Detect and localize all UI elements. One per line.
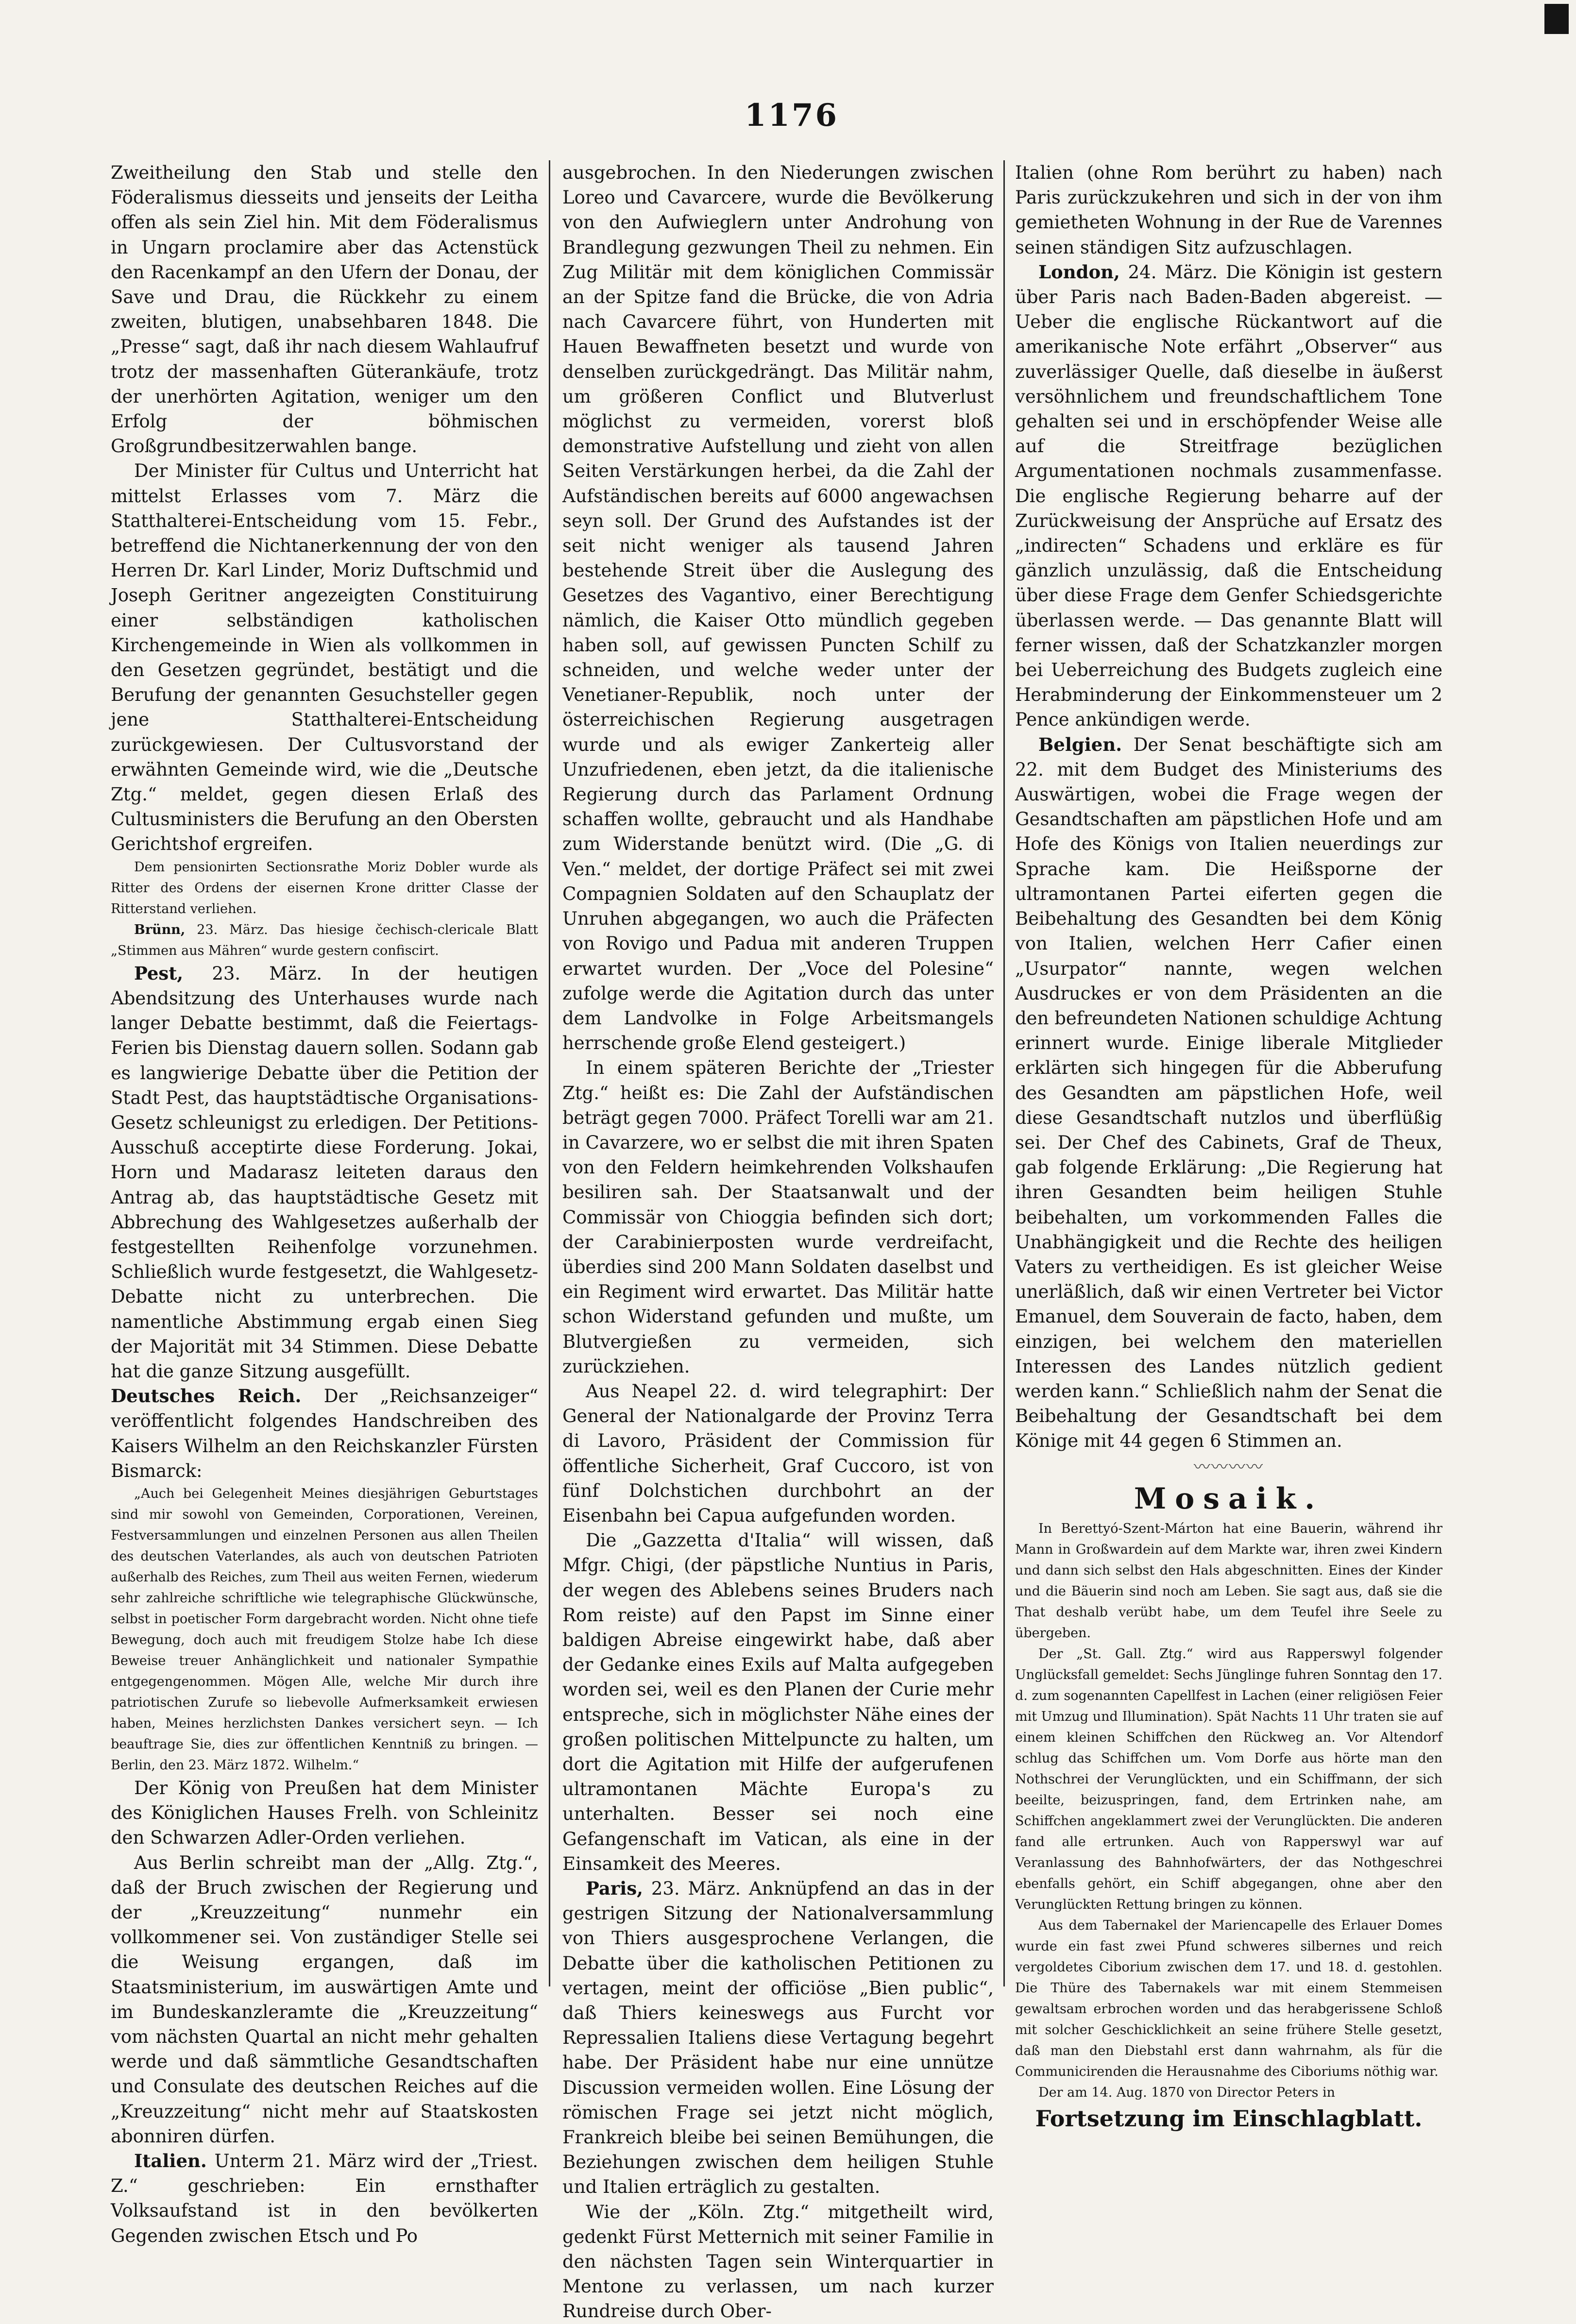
- flourish-divider: 〰〰〰〰: [1194, 1457, 1264, 1477]
- news-item-bruenn: [111, 919, 538, 961]
- column-right: [1015, 160, 1442, 2132]
- mosaik-item: Aus dem Tabernakel der Mariencapelle des Erlauer Domes wurde ein fast zwei Pfund schweres silbernes und reich vergoldetes Ciborium zwischen dem 17. und 18. d. gestohlen. Die Thüre des Tabernakels war mit einem Stemmeisen gewaltsam erbrochen worden und das herabgerissene Schloß mit solcher Geschicklichkeit an seine frühere Stelle gesetzt, daß man den Diebstahl erst dann wahrnahm, als für die Communicirenden die Herausnahme des Ciboriums nöthig war.: [1015, 1917, 1442, 2079]
- article-paragraph: Aus Neapel 22. d. wird telegraphirt: Der General der Nationalgarde der Provinz Terra di Lavoro, Präsident der Commission für öffentliche Sicherheit, Graf Cuccoro, ist von fünf Dolchstichen durchbohrt an der Eisenbahn bei Capua aufgefunden worden.: [562, 1380, 994, 1526]
- news-text: Unterm 21. März wird der „Triest. Z.“ geschrieben: Ein ernsthafter Volksaufstand ist in den bevölkerten Gegenden zwischen Etsch und Po: [111, 2151, 538, 2246]
- section-heading-deutsches-reich: Deutsches Reich.: [111, 1385, 302, 1407]
- news-text: 23. März. In der heutigen Abendsitzung des Unterhauses wurde nach langer Debatte bestimmt, daß die Feiertags-Ferien bis Dienstag dauern sollen. Sodann gab es langwierige Debatte über die Petition der Stadt Pest, das hauptstädtische Organisations-Gesetz schleunigst zu erledigen. Der Petitions-Ausschuß acceptirte diese Forderung. Jokai, Horn und Madarasz leiteten daraus den Antrag ab, das hauptstädtische Gesetz mit Abbrechung des Wahlgesetzes außerhalb der festgestellten Reihenfolge vorzunehmen. Schließlich wurde festgesetzt, die Wahlgesetz-Debatte nicht zu unterbrechen. Die namentliche Abstimmung ergab einen Sieg der Majorität mit 34 Stimmen. Diese Debatte hat die ganze Sitzung ausgefüllt.: [111, 963, 538, 1382]
- article-paragraph: In einem späteren Berichte der „Triester Ztg.“ heißt es: Die Zahl der Aufständischen beträgt gegen 7000. Präfect Torelli war am 21. in Cavarzere, wo er selbst die mit ihren Spaten von den Feldern heimkehrenden Volkshaufen besiliren sah. Der Staatsanwalt und der Commissär von Chioggia befinden sich dort; der Carabinierposten wurde verdreifacht, überdies sind 200 Mann Soldaten daselbst und ein Regiment wird erwartet. Das Militär hatte schon Widerstand gefunden und mußte, um Blutvergießen zu vermeiden, sich zurückziehen.: [562, 1057, 994, 1377]
- column-rule-right: [1003, 160, 1005, 1986]
- news-item-pest: [111, 961, 538, 1384]
- article-paragraph: Italien (ohne Rom berührt zu haben) nach Paris zurückzukehren und sich in der von ihm gemietheten Wohnung in der Rue de Varennes seinen ständigen Sitz aufzuschlagen.: [1015, 162, 1442, 258]
- article-paragraph: Wie der „Köln. Ztg.“ mitgetheilt wird, gedenkt Fürst Metternich mit seiner Familie in den nächsten Tagen sein Winterquartier in Mentone zu verlassen, um nach kurzer Rundreise durch Ober-: [562, 2201, 994, 2322]
- section-heading-italien: Italien.: [134, 2150, 207, 2171]
- news-text: Der „Reichsanzeiger“ veröffentlicht folgendes Handschreiben des Kaisers Wilhelm an den Reichskanzler Fürsten Bismarck:: [111, 1386, 538, 1481]
- section-heading-mosaik: Mosaik.: [1134, 1481, 1324, 1516]
- column-rule-left: [549, 160, 550, 1986]
- mosaik-item: Der „St. Gall. Ztg.“ wird aus Rapperswyl folgender Unglücksfall gemeldet: Sechs Jünglinge fuhren Sonntag den 17. d. zum sogenannten Capellfest in Lachen (einer religiösen Feier mit Umzug und Illumination). Spät Nachts 11 Uhr traten sie auf einem kleinen Schiffchen den Rückweg an. Vor Altendorf schlug das Schiffchen um. Vom Dorfe aus hörte man den Nothschrei der Verunglückten, und ein Schiffmann, der sich beeilte, beizuspringen, fand, dem Ertrinken nahe, am Schiffchen angeklammert zwei der Verunglückten. Die anderen fand alle ertrunken. Auch von Rapperswyl war auf Veranlassung des Bahnhofwärters, der das Nothgeschrei ebenfalls gehört, ein Schiff abgegangen, ohne aber den Verunglückten Rettung bringen zu können.: [1015, 1646, 1442, 1912]
- dateline-london: London,: [1038, 261, 1120, 283]
- scan-corner-mark: [1544, 4, 1569, 34]
- dateline-paris: Paris,: [586, 1878, 644, 1900]
- section-heading-belgien: Belgien.: [1038, 733, 1122, 755]
- news-item-deutsches-reich: [111, 1384, 538, 1483]
- column-left: [111, 160, 538, 2246]
- page-number: 1176: [744, 97, 839, 134]
- dateline-bruenn: Brünn,: [134, 922, 186, 937]
- news-text: 23. März. Das hiesige čechisch-clericale Blatt „Stimmen aus Mähren“ wurde gestern confiscirt.: [111, 922, 538, 958]
- news-text: Der Senat beschäftigte sich am 22. mit dem Budget des Ministeriums des Auswärtigen, wobei die Frage wegen der Gesandtschaften am päpstlichen Hofe und am Hofe des Königs von Italien neuerdings zur Sprache kam. Die Heißsporne der ultramontanen Partei eiferten gegen die Beibehaltung des Gesandten bei dem König von Italien, welchen Herr Cafier einen „Usurpator“ nannte, wegen welchen Ausdruckes er von dem Präsidenten an die den befreundeten Nationen schuldige Achtung erinnert wurde. Einige liberale Mitglieder erklärten sich hingegen für die Abberufung des Gesandten am päpstlichen Hofe, weil diese Gesandtschaft nutzlos und überflüßig sei. Der Chef des Cabinets, Graf de Theux, gab folgende Erklärung: „Die Regierung hat ihren Gesandten beim heiligen Stuhle beibehalten, um vorkommenden Falles die Unabhängigkeit und die Rechte des heiligen Vaters zu vertheidigen. Es ist gleicher Weise unerläßlich, daß wir einen Vertreter bei Victor Emanuel, dem Souverain de facto, haben, dem einzigen, bei welchem den materiellen Interessen des Landes nützlich gedient werden kann.“ Schließlich nahm der Senat die Beibehaltung der Gesandtschaft bei dem Könige mit 44 gegen 6 Stimmen an.: [1015, 734, 1442, 1452]
- mosaik-item: In Berettyó-Szent-Márton hat eine Bauerin, während ihr Mann in Großwardein auf dem Markte war, ihren zwei Kindern und dann sich selbst den Hals abgeschnitten. Eines der Kinder und die Bäuerin sind noch am Leben. Sie sagt aus, daß sie die That deshalb verübt habe, um dem Teufel ihre Seele zu übergeben.: [1015, 1521, 1442, 1641]
- news-item-small: Dem pensionirten Sectionsrathe Moriz Dobler wurde als Ritter des Ordens der eisernen Krone dritter Classe der Ritterstand verliehen.: [111, 859, 538, 916]
- column-middle: [562, 160, 994, 2322]
- article-paragraph: Aus Berlin schreibt man der „Allg. Ztg.“, daß der Bruch zwischen der Regierung und der „Kreuzzeitung“ nunmehr ein vollkommener sei. Von zuständiger Stelle sei die Weisung ergangen, daß im Staatsministerium, im auswärtigen Amte und im Bundeskanzleramte die „Kreuzzeitung“ vom nächsten Quartal an nicht mehr gehalten werde und daß sämmtliche Gesandtschaften und Consulate des deutschen Reiches auf die „Kreuzzeitung“ nicht mehr auf Staatskosten abonniren dürfen.: [111, 1852, 538, 2147]
- news-item-italien: [111, 2149, 538, 2248]
- news-item-paris: [562, 1876, 994, 2200]
- article-paragraph: Der König von Preußen hat dem Minister des Königlichen Hauses Frelh. von Schleinitz den Schwarzen Adler-Orden verliehen.: [111, 1777, 538, 1849]
- article-paragraph: Zweitheilung den Stab und stelle den Föderalismus diesseits und jenseits der Leitha offen als sein Ziel hin. Mit dem Föderalismus in Ungarn proclamire aber das Actenstück den Racenkampf an den Ufern der Donau, der Save und Drau, die Rückkehr zu einem zweiten, blutigen, unabsehbaren 1848. Die „Presse“ sagt, daß ihr nach diesem Wahlaufruf trotz der massenhaften Güterankäufe, trotz der unerhörten Agitation, weniger um den Erfolg der böhmischen Großgrundbesitzerwahlen bange.: [111, 162, 538, 457]
- continuation-note: Fortsetzung im Einschlagblatt.: [1035, 2105, 1423, 2132]
- news-text: 23. März. Anknüpfend an das in der gestrigen Sitzung der Nationalversammlung von Thiers ausgesprochene Verlangen, die Debatte über die katholischen Petitionen zu vertagen, meint der officiöse „Bien public“, daß Thiers keineswegs aus Furcht vor Repressalien Italiens diese Vertagung begehrt habe. Der Präsident habe nur eine unnütze Discussion vermeiden wollen. Eine Lösung der römischen Frage sei jetzt nicht möglich, Frankreich bleibe bei seinen Bemühungen, die Beziehungen zwischen dem heiligen Stuhle und Italien erträglich zu gestalten.: [562, 1878, 994, 2198]
- article-paragraph: Die „Gazzetta d'Italia“ will wissen, daß Mfgr. Chigi, (der päpstliche Nuntius in Paris, der wegen des Ablebens seines Bruders nach Rom reiste) auf den Papst im Sinne einer baldigen Abreise eingewirkt habe, daß aber der Gedanke eines Exils auf Malta aufgegeben worden sei, weil es den Planen der Curie mehr entspreche, sich in möglichster Nähe eines der großen politischen Mittelpuncte zu halten, um dort die Agitation mit Hilfe der aufgerufenen ultramontanen Mächte Europa's zu unterhalten. Besser sei noch eine Gefangenschaft im Vatican, als eine in der Einsamkeit des Meeres.: [562, 1530, 994, 1874]
- imperial-letter: „Auch bei Gelegenheit Meines diesjährigen Geburtstages sind mir sowohl von Gemeinden, Corporationen, Vereinen, Festversammlungen und einzelnen Personen aus allen Theilen des deutschen Vaterlandes, als auch von deutschen Patrioten außerhalb des Reiches, zum Theil aus weiten Fernen, wiederum sehr zahlreiche schriftliche wie telegraphische Glückwünsche, selbst in poetischer Form dargebracht worden. Nicht ohne tiefe Bewegung, doch auch mit freudigem Stolze habe Ich diese Beweise treuer Anhänglichkeit und nationaler Sympathie entgegengenommen. Mögen Alle, welche Mir durch ihre patriotischen Zurufe so liebevolle Aufmerksamkeit erwiesen haben, Meines herzlichsten Dankes versichert seyn. — Ich beauftrage Sie, dies zur öffentlichen Kenntniß zu bringen. — Berlin, den 23. März 1872. Wilhelm.“: [111, 1486, 538, 1773]
- news-item-belgien: [1015, 732, 1442, 1454]
- news-text: 24. März. Die Königin ist gestern über Paris nach Baden-Baden abgereist. — Ueber die englische Rückantwort auf die amerikanische Note erfährt „Observer“ aus zuverlässiger Quelle, daß dieselbe in äußerst versöhnlichem und freundschaftlichem Tone gehalten sei und in erschöpfender Weise alle auf die Streitfrage bezüglichen Argumentationen nochmals zusammenfasse. Die englische Regierung beharre auf der Zurückweisung der Ansprüche auf Ersatz des „indirecten“ Schadens und erkläre es für gänzlich unzulässig, daß die Entscheidung über diese Frage dem Genfer Schiedsgerichte überlassen werde. — Das genannte Blatt will ferner wissen, daß der Schatzkanzler morgen bei Ueberreichung des Budgets zugleich eine Herabminderung der Einkommensteuer um 2 Pence ankündigen werde.: [1015, 261, 1442, 730]
- article-paragraph: Der Minister für Cultus und Unterricht hat mittelst Erlasses vom 7. März die Statthalterei-Entscheidung vom 15. Febr., betreffend die Nichtanerkennung der von den Herren Dr. Karl Linder, Moriz Duftschmid und Joseph Geritner angezeigten Constituirung einer selbständigen katholischen Kirchengemeinde in Wien als vollkommen in den Gesetzen gegründet, bestätigt und die Berufung der genannten Gesuchsteller gegen jene Statthalterei-Entscheidung zurückgewiesen. Der Cultusvorstand der erwähnten Gemeinde wird, wie die „Deutsche Ztg.“ meldet, gegen diesen Erlaß des Cultusministers die Berufung an den Obersten Gerichtshof ergreifen.: [111, 460, 538, 855]
- mosaik-item: Der am 14. Aug. 1870 von Director Peters in: [1038, 2085, 1336, 2100]
- dateline-pest: Pest,: [134, 962, 184, 984]
- article-paragraph: ausgebrochen. In den Niederungen zwischen Loreo und Cavarcere, wurde die Bevölkerung von den Aufwieglern unter Androhung von Brandlegung gezwungen Theil zu nehmen. Ein Zug Militär mit dem königlichen Commissär an der Spitze fand die Brücke, die von Adria nach Cavarcere führt, von Hunderten mit Hauen Bewaffneten besetzt und wurde von denselben zurückgedrängt. Das Militär nahm, um größeren Conflict und Blutverlust möglichst zu vermeiden, vorerst bloß demonstrative Aufstellung und zieht von allen Seiten Verstärkungen herbei, da die Zahl der Aufständischen bereits auf 6000 angewachsen seyn soll. Der Grund des Aufstandes ist der seit nicht weniger als tausend Jahren bestehende Streit über die Auslegung des Gesetzes des Vagantivo, einer Berechtigung nämlich, die Kaiser Otto mündlich gegeben haben soll, auf gewissen Puncten Schilf zu schneiden, und welche weder unter der Venetianer-Republik, noch unter der österreichischen Regierung ausgetragen wurde und als ewiger Zankerteig aller Unzufriedenen, eben jetzt, da die italienische Regierung durch das Parlament Ordnung schaffen wollte, gebraucht und als Handhabe zum Widerstande benützt wird. (Die „G. di Ven.“ meldet, der dortige Präfect sei mit zwei Compagnien Soldaten auf den Schauplatz der Unruhen abgegangen, wo auch die Präfecten von Rovigo und Padua mit anderen Truppen erwartet wurden. Der „Voce del Polesine“ zufolge werde die Agitation durch das unter dem Landvolke in Folge Arbeitsmangels herrschende große Elend gesteigert.): [562, 162, 994, 1054]
- news-item-london: [1015, 260, 1442, 732]
